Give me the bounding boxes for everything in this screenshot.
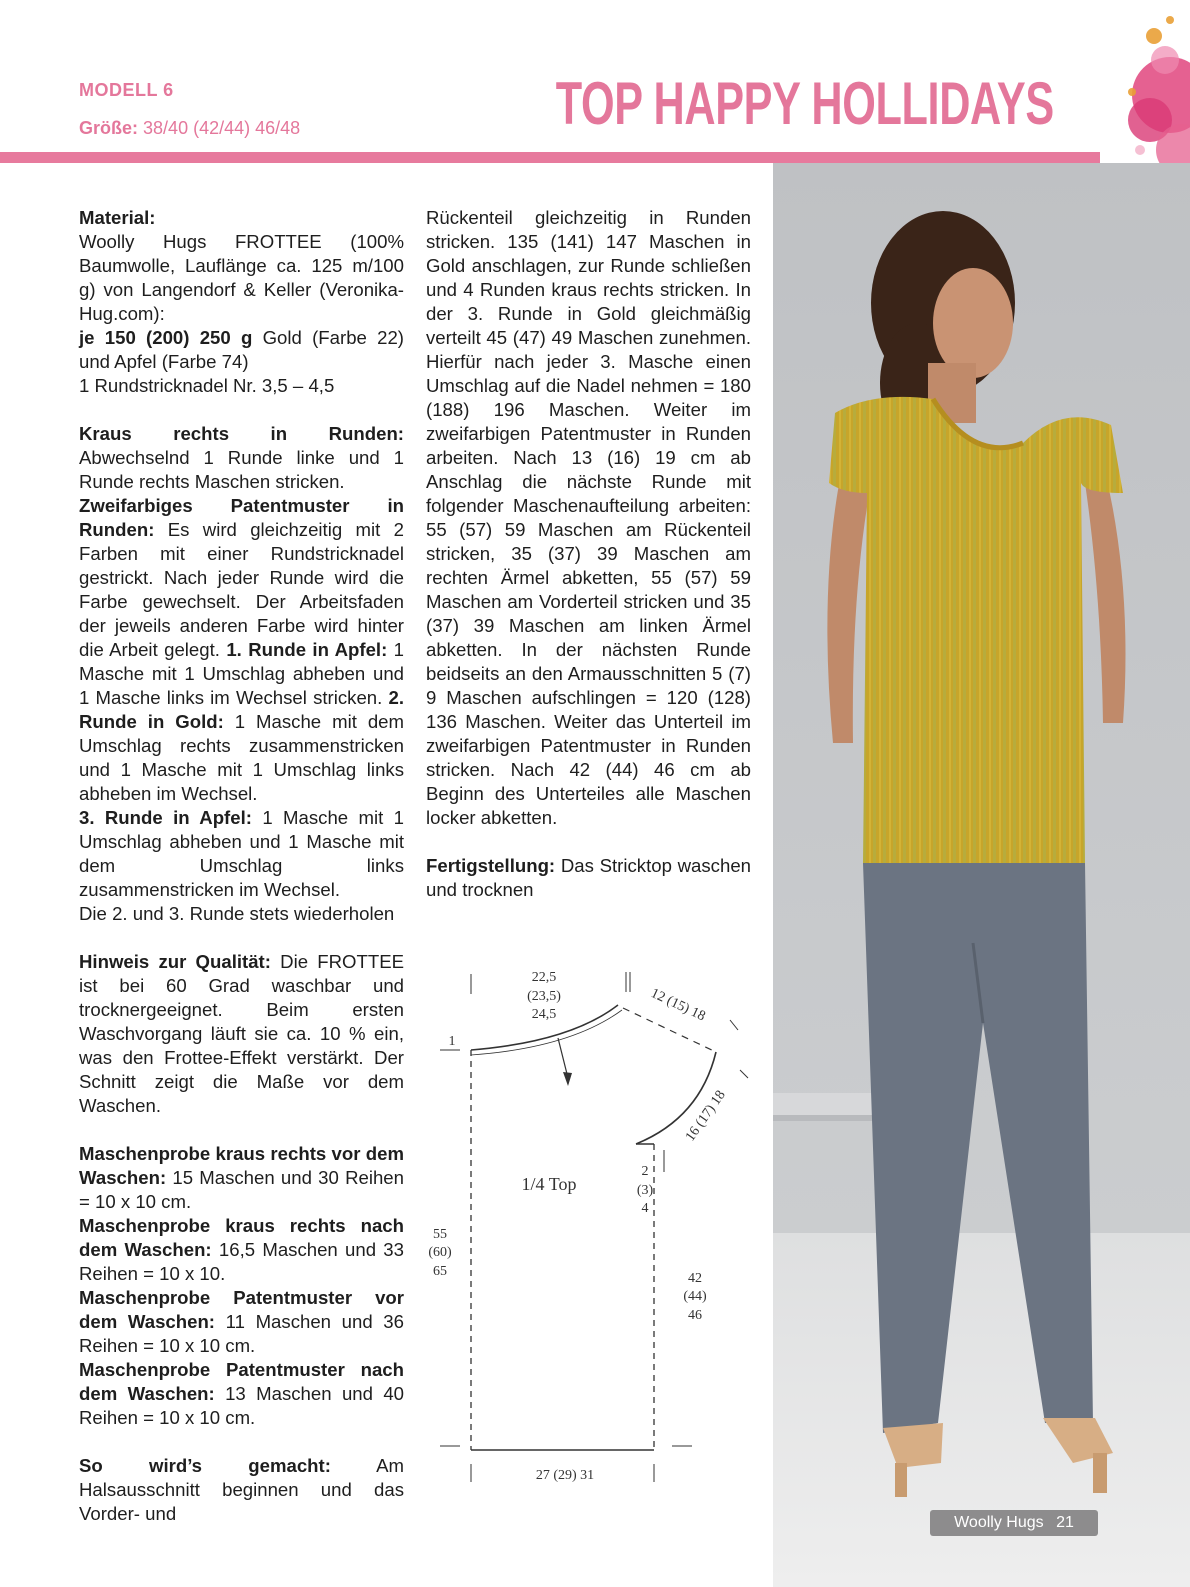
face xyxy=(933,268,1013,378)
instructions-right-column xyxy=(426,206,751,902)
footer-page-badge xyxy=(930,1510,1098,1536)
quality-paragraph: Hinweis zur Qualität: Die FROTTEE ist bei 60 Grad waschbar und trocknergeeignet. Beim ersten Waschvorgang läuft sie ca. 10 % ein, was den Frottee-Effekt verstärkt. Der Schnitt zeigt die Maße vor dem Waschen. xyxy=(79,951,404,1116)
body-length-line3: 46 xyxy=(688,1308,702,1323)
shoulder-label: 12 (15) 18 xyxy=(648,986,708,1025)
knitted-top xyxy=(829,397,1123,874)
pattern-schematic xyxy=(420,960,770,1490)
material-heading: Material: xyxy=(79,207,156,228)
armhole-label: 16 (17) 18 xyxy=(682,1087,729,1145)
underarm-line1: 2 xyxy=(641,1164,649,1179)
gauge-1: Maschenprobe kraus rechts vor dem Waschen: 15 Maschen und 30 Reihen = 10 x 10 cm. xyxy=(79,1143,404,1212)
round3-paragraph: 3. Runde in Apfel: 1 Masche mit 1 Umschlag abheben und 1 Masche mit dem Umschlag links zusammenstricken im Wechsel. xyxy=(79,807,404,900)
instructions-left-column xyxy=(79,206,404,1526)
size-line xyxy=(79,118,300,139)
footer-brand: Woolly Hugs xyxy=(954,1514,1044,1531)
width-label: 27 (29) 31 xyxy=(535,1468,595,1483)
page-number: 21 xyxy=(1056,1514,1074,1531)
piece-label: 1/4 Top xyxy=(521,1174,577,1194)
neck-drop-label: 1 xyxy=(448,1034,456,1049)
model-photo xyxy=(773,163,1190,1587)
neck-width-line3: 24,5 xyxy=(531,1007,557,1022)
kraus-paragraph: Kraus rechts in Runden: Abwechselnd 1 Runde linke und 1 Runde rechts Maschen stricken. xyxy=(79,423,404,492)
body-length-line1: 42 xyxy=(688,1271,702,1286)
howto-paragraph: So wird’s gemacht: Am Halsausschnitt beginnen und das Vorder- und xyxy=(79,1455,404,1524)
page-title: TOP HAPPY HOLLIDAYS xyxy=(555,70,1054,137)
size-label: Größe: xyxy=(79,118,139,138)
total-length-line2: (60) xyxy=(428,1245,452,1260)
material-amount: je 150 (200) 250 g Gold (Farbe 22) und Apfel (Farbe 74) xyxy=(79,327,404,372)
model-label: MODELL 6 xyxy=(79,80,174,100)
repeat-text: Die 2. und 3. Runde stets wiederholen xyxy=(79,903,395,924)
underarm-line2: (3) xyxy=(636,1183,654,1198)
gauge-2: Maschenprobe kraus rechts nach dem Waschen: 16,5 Maschen und 33 Reihen = 10 x 10. xyxy=(79,1215,404,1284)
gauge-3: Maschenprobe Patentmuster vor dem Waschen: 11 Maschen und 36 Reihen = 10 x 10 cm. xyxy=(79,1287,404,1356)
neck-width-line2: (23,5) xyxy=(527,989,561,1004)
total-length-line3: 65 xyxy=(433,1264,447,1279)
howto-continued: Rückenteil gleichzeitig in Runden stricken. 135 (141) 147 Maschen in Gold anschlagen, zur Runde schließen und 4 Runden kraus rechts stricken. In der 3. Runde in Gold gleichmäßig verteilt 45 (47) 49 Maschen zunehmen. Hierfür nach jeder 3. Masche einen Umschlag auf die Nadel nehmen = 180 (188) 196 Maschen. Weiter im zweifarbigen Patentmuster in Runden arbeiten. Nach 13 (16) 19 cm ab Anschlag die nächste Runde mit folgender Maschenaufteilung arbeiten: 55 (57) 59 Maschen am Rückenteil stricken, 35 (37) 39 Maschen am rechten Ärmel abketten, 55 (57) 59 Maschen am Vorderteil stricken und 35 (37) 39 Maschen am linken Ärmel abketten. In der nächsten Runde beidseits an den Armausschnitten 5 (7) 9 Maschen aufschlingen = 120 (128) 136 Maschen. Weiter das Unterteil im zweifarbigen Patentmuster in Runden stricken. Nach 42 (44) 46 cm ab Beginn des Unterteiles alle Maschen locker abketten. xyxy=(426,207,751,828)
patent-paragraph: Zweifarbiges Patentmuster in Runden: Es wird gleichzeitig mit 2 Farben mit einer Rundstricknadel gestrickt. Nach jeder Runde wird die Farbe gewechselt. Der Arbeitsfaden der jeweils anderen Farbe wird hinter die Arbeit gelegt. 1. Runde in Apfel: 1 Masche mit 1 Umschlag abheben und 1 Masche links im Wechsel stricken. 2. Runde in Gold: 1 Masche mit dem Umschlag rechts zusammenstricken und 1 Masche mit 1 Umschlag links abheben im Wechsel. xyxy=(79,495,405,804)
size-value: 38/40 (42/44) 46/48 xyxy=(143,118,301,138)
needle-text: 1 Rundstricknadel Nr. 3,5 – 4,5 xyxy=(79,375,335,396)
gauge-4: Maschenprobe Patentmuster nach dem Waschen: 13 Maschen und 40 Reihen = 10 x 10 cm. xyxy=(79,1359,405,1428)
neck-width-line1: 22,5 xyxy=(531,970,557,985)
body-length-line2: (44) xyxy=(683,1289,707,1304)
total-length-line1: 55 xyxy=(433,1227,447,1242)
header-divider xyxy=(0,152,1100,163)
underarm-line3: 4 xyxy=(641,1201,649,1216)
material-text: Woolly Hugs FROTTEE (100% Baumwolle, Lauflänge ca. 125 m/100 g) von Langendorf & Keller (Veronika-Hug.com): xyxy=(79,231,404,324)
finish-paragraph: Fertigstellung: Das Stricktop waschen und trocknen xyxy=(426,855,751,900)
